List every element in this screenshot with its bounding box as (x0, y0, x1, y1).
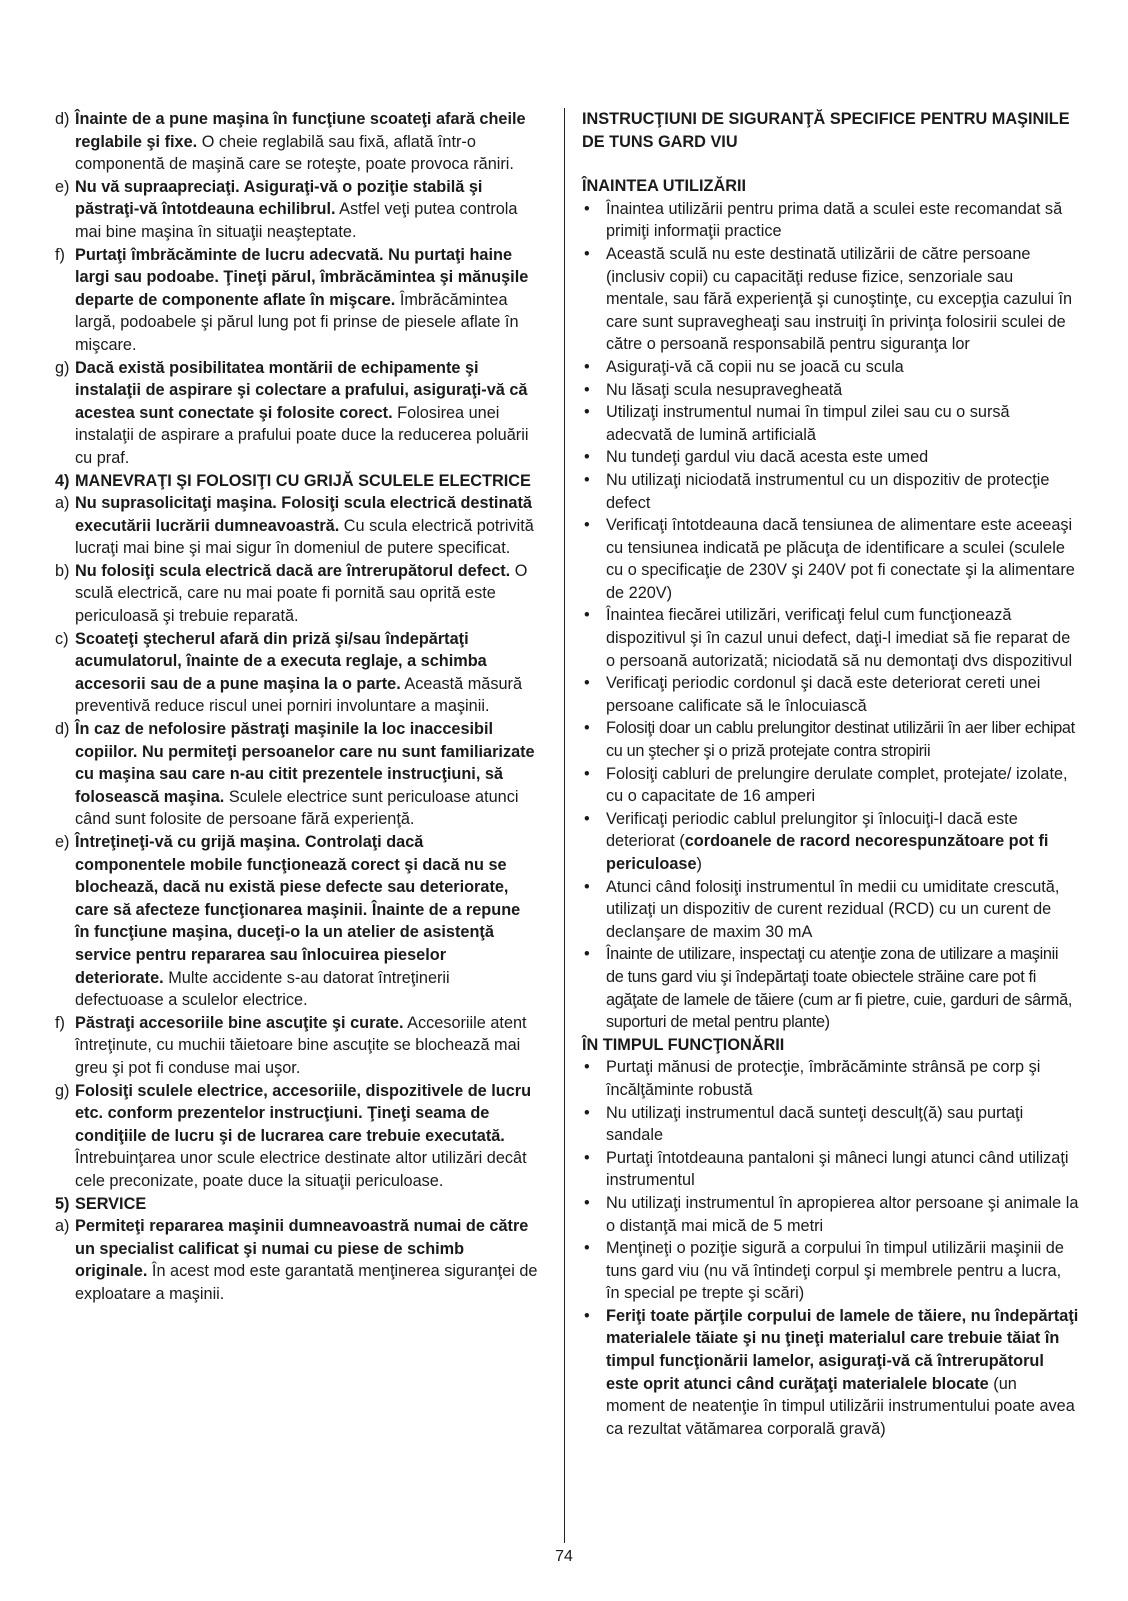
bold-text: Scoateţi ştecherul afară din priză şi/sau îndepărtaţi acumulatorul, înainte de a executa reglaje, a schimba accesorii sau de a pune maşina la o parte. (75, 629, 487, 693)
body-text: Menţineţi o poziţie sigură a corpului în timpul utilizării maşinii de tuns gard viu (nu vă întindeţi corpul şi membrele pentru a lucra, în special pe trepte şi scări) (606, 1239, 1064, 1303)
bullet-icon: • (584, 1103, 590, 1122)
bullet-item (582, 1147, 1079, 1192)
body-text: În acest mod este garantată menţinerea siguranţei de exploatare a maşinii. (75, 1262, 538, 1303)
bullet-icon: • (584, 719, 590, 738)
bullet-text (606, 672, 1079, 717)
bullet-item (582, 356, 1079, 379)
section-heading (55, 470, 538, 493)
page-number: 74 (555, 1548, 573, 1565)
item-text (75, 357, 538, 470)
body-text: Nu lăsaţi scula nesupravegheată (606, 380, 843, 399)
list-item (55, 176, 538, 244)
right-column (582, 108, 1079, 1440)
list-item (55, 831, 538, 1012)
item-text (75, 560, 538, 628)
bullet-text (606, 356, 1079, 379)
body-text: Verificaţi periodic cordonul şi dacă este deteriorat cereti unei persoane calificate să le înlocuiască (606, 674, 1041, 715)
body-text: Folosiţi cabluri de prelungire derulate complet, protejate/ izolate, cu o capacitate de 16 amperi (606, 764, 1068, 806)
bullet-icon: • (584, 470, 590, 489)
bold-text: Folosiţi sculele electrice, accesoriile, dispozitivele de lucru etc. conform prezentelor instrucţiuni. Ţineţi seama de condiţiile de lucru şi de lucrarea care trebuie executată. (75, 1081, 532, 1145)
bullet-icon: • (584, 199, 590, 218)
bullet-text (606, 876, 1079, 944)
bullet-icon: • (584, 764, 590, 783)
item-text (75, 176, 538, 244)
bold-text: Dacă există posibilitatea montării de echipamente şi instalaţii de aspirare şi colectare a prafului, asiguraţi-vă că acestea sunt conectate şi folosite corect. (75, 358, 528, 422)
bullet-icon: • (584, 1148, 590, 1167)
list-item (55, 1215, 538, 1305)
body-text: Înaintea utilizării pentru prima dată a sculei este recomandat să primiţi informaţii practice (606, 199, 1063, 241)
bold-text: Nu vă supraapreciaţi. Asiguraţi-vă o poziţie stabilă şi păstraţi-vă întotdeauna echilibrul. (75, 177, 483, 219)
bullet-item (582, 943, 1079, 1033)
body-text: Sculele electrice sunt periculoase atunci când sunt folosite de persoane fără experienţă. (75, 787, 519, 829)
bullet-item (582, 1056, 1079, 1101)
bullet-icon: • (584, 809, 590, 828)
bullet-text (606, 1305, 1079, 1441)
bullet-text (606, 514, 1079, 604)
section-title: MANEVRAŢI ŞI FOLOSIŢI CU GRIJĂ SCULELE ELECTRICE (75, 471, 531, 490)
body-text: Astfel veţi putea controla mai bine maşina în situaţii neaşteptate. (75, 200, 518, 241)
list-item (55, 1012, 538, 1080)
bold-text: Nu suprasolicitaţi maşina. Folosiţi scula electrică destinată executării lucrării dumneavoastră. (75, 494, 532, 535)
body-text: Această sculă nu este destinată utilizării de către persoane (inclusiv copii) cu capacităţi reduse fizice, senzoriale sau mentale, sau fără experienţă şi cunoştinţe, cu excepţia cazului în care sunt supravegheaţi sau instruiţi în privinţa folosirii sculei de către o persoană responsabilă pentru siguranţa lor (606, 244, 1073, 354)
bullet-item (582, 198, 1079, 243)
list-item (55, 718, 538, 831)
bullet-item (582, 514, 1079, 604)
bullet-item (582, 604, 1079, 672)
bullet-item (582, 672, 1079, 717)
bold-text: Nu folosiţi scula electrică dacă are întrerupătorul defect. (75, 561, 511, 580)
list-item (55, 108, 538, 176)
bullet-icon: • (584, 244, 590, 263)
section-title: SERVICE (75, 1194, 147, 1213)
item-text (75, 628, 538, 718)
body-text: O cheie reglabilă sau fixă, aflată într-o componentă de maşină care se roteşte, poate provoca răniri. (75, 132, 514, 174)
body-text: Utilizaţi instrumentul numai în timpul zilei sau cu o sursă adecvată de lumină artificială (606, 403, 1010, 444)
bold-text: Înainte de a pune maşina în funcţiune scoateţi afară cheile reglabile şi fixe. (75, 110, 526, 151)
body-text: Înainte de utilizare, inspectaţi cu atenţie zona de utilizare a maşinii de tuns gard viu şi îndepărtaţi toate obiectele străine care pot fi agăţate de lamele de tăiere (cum ar fi pietre, cuie, garduri de sârmă, suporturi de metal pentru plante) (606, 945, 1072, 1032)
bullet-icon: • (584, 448, 590, 467)
bullet-icon: • (584, 403, 590, 422)
body-text: Multe accidente s-au datorat întreţinerii defectuoase a sculelor electrice. (75, 968, 450, 1010)
bullet-icon: • (584, 674, 590, 693)
bullet-icon: • (584, 1058, 590, 1077)
bold-text: Păstraţi accesoriile bine ascuţite şi curate. (75, 1013, 404, 1032)
bullet-icon: • (584, 1239, 590, 1258)
bold-text: Feriţi toate părţile corpului de lamele de tăiere, nu îndepărtaţi materialele tăiate şi nu ţineţi materialul care trebuie tăiat în timpul funcţionării lamelor, asiguraţi-vă că întrerupătorul este oprit atunci când curăţaţi materialele blocate (606, 1306, 1079, 1393)
item-label: a) (55, 494, 70, 513)
body-text: Verificaţi întotdeauna dacă tensiunea de alimentare este aceeaşi cu tensiunea indicată pe plăcuţa de identificare a sculei (sculele cu o specificaţie de 230V şi 240V pot fi conectate şi la alimentare de 220V) (606, 516, 1075, 602)
bullet-text (606, 1147, 1079, 1192)
bullet-text (606, 1192, 1079, 1237)
subsection-heading: ÎN TIMPUL FUNCŢIONĂRII (582, 1035, 785, 1054)
page-title: INSTRUCŢIUNI DE SIGURANŢĂ SPECIFICE PENTRU MAŞINILE DE TUNS GARD VIU (582, 110, 1070, 151)
bullet-icon: • (584, 1193, 590, 1212)
body-text: Purtaţi întotdeauna pantaloni şi mâneci lungi atunci când utilizaţi instrumentul (606, 1148, 1069, 1190)
bullet-item (582, 1305, 1079, 1441)
body-text: Folosirea unei instalaţii de aspirare a prafului poate duce la reducerea poluării cu praf. (75, 403, 529, 467)
section-number: 4) (55, 471, 70, 490)
bullet-text (606, 243, 1079, 356)
list-item (55, 492, 538, 560)
body-text: Această măsură preventivă reduce riscul unei porniri involuntare a maşinii. (75, 674, 523, 716)
body-text: Nu tundeţi gardul viu dacă acesta este umed (606, 448, 929, 467)
body-text: O sculă electrică, care nu mai poate fi pornită sau oprită este periculoasă şi trebuie reparată. (75, 561, 528, 626)
item-label: e) (55, 833, 70, 851)
item-text (75, 244, 538, 357)
bullet-item (582, 1102, 1079, 1147)
bullet-item (582, 763, 1079, 808)
item-text (75, 1215, 538, 1305)
body-text: Folosiţi doar un cablu prelungitor destinat utilizării în aer liber echipat cu un ştecher şi o priză protejate contra stropirii (606, 719, 1075, 761)
bullet-item (582, 1192, 1079, 1237)
body-text: Întrebuinţarea unor scule electrice destinate altor utilizări decât cele preconizate, poate duce la situaţii periculoase. (75, 1149, 527, 1190)
bullet-text (606, 808, 1079, 876)
bullet-text (606, 943, 1079, 1033)
bullet-text (606, 1237, 1079, 1305)
list-item (55, 357, 538, 470)
bold-text: cordoanele de racord necorespunzătoare pot fi periculoase (606, 832, 1049, 873)
left-column (55, 108, 538, 1305)
bullet-icon: • (584, 945, 590, 964)
body-text: Nu utilizaţi instrumentul în apropierea altor persoane şi animale la o distanţă mai mică de 5 metri (606, 1193, 1079, 1235)
list-item (55, 244, 538, 357)
bullet-icon: • (584, 606, 590, 625)
bullet-text (606, 198, 1079, 243)
bullet-item (582, 446, 1079, 469)
list-item (55, 1080, 538, 1193)
section-number: 5) (55, 1194, 70, 1213)
bullet-text (606, 1056, 1079, 1101)
bullet-text (606, 379, 1079, 402)
bullet-item (582, 876, 1079, 944)
item-label: d) (55, 720, 70, 739)
list-item (55, 628, 538, 718)
body-text: Asiguraţi-vă că copii nu se joacă cu scula (606, 357, 904, 376)
bold-text: Întreţineţi-vă cu grijă maşina. Controlaţi dacă componentele mobile funcţionează corect şi dacă nu se blochează, dacă nu există piese defecte sau deteriorate, care să afecteze funcţionarea maşinii. Înainte de a repune în funcţiune maşina, duceţi-o la un atelier de asistenţă service pentru repararea sau înlocuirea pieselor deteriorate. (75, 833, 521, 987)
item-text (75, 1080, 538, 1193)
bullet-item (582, 1237, 1079, 1305)
bullet-icon: • (584, 1306, 590, 1325)
item-text (75, 1012, 538, 1080)
list-item (55, 560, 538, 628)
bullet-icon: • (584, 516, 590, 535)
item-label: g) (55, 358, 70, 377)
body-text: Purtaţi mănusi de protecţie, îmbrăcăminte strânsă pe corp şi încălţăminte robustă (606, 1058, 1041, 1099)
bullet-text (606, 763, 1079, 808)
bullet-item (582, 808, 1079, 876)
item-text (75, 492, 538, 560)
column-divider (564, 108, 565, 1543)
bullet-item (582, 469, 1079, 514)
body-text: Cu scula electrică potrivită lucraţi mai bine şi mai sigur în domeniul de putere specificat. (75, 516, 534, 558)
bullet-text (606, 446, 1079, 469)
bullet-icon: • (584, 380, 590, 399)
subsection-heading: ÎNAINTEA UTILIZĂRII (582, 177, 747, 196)
item-label: f) (55, 245, 65, 264)
item-text (75, 831, 538, 1012)
body-text: Verificaţi periodic cablul prelungitor şi înlocuiţi-l dacă este deteriorat ( (606, 809, 1018, 851)
item-label: d) (55, 110, 70, 128)
item-text (75, 108, 538, 176)
bullet-item (582, 243, 1079, 356)
item-label: a) (55, 1217, 70, 1236)
bullet-text (606, 469, 1079, 514)
bullet-icon: • (584, 877, 590, 896)
body-text: Îmbrăcămintea largă, podoabele şi părul lung pot fi prinse de piesele aflate în mişcare. (75, 290, 519, 354)
bold-text: Purtaţi îmbrăcăminte de lucru adecvată. Nu purtaţi haine largi sau podoabe. Ţineţi părul, îmbrăcămintea şi mănuşile departe de componente aflate în mişcare. (75, 245, 529, 309)
item-label: f) (55, 1013, 65, 1032)
bullet-text (606, 604, 1079, 672)
bullet-text (606, 401, 1079, 446)
body-text: Atunci când folosiţi instrumentul în medii cu umiditate crescută, utilizaţi un dispozitiv de curent rezidual (RCD) cu un curent de declanşare de maxim 30 mA (606, 877, 1060, 941)
body-text: ) (696, 855, 702, 873)
body-text: Nu utilizaţi niciodată instrumentul cu un dispozitiv de protecţie defect (606, 470, 1050, 512)
body-text: (un moment de neatenţie în timpul utilizării instrumentului poate avea ca rezultat vătămarea corporală gravă) (606, 1374, 1075, 1438)
item-text (75, 718, 538, 831)
bullet-text (606, 717, 1079, 762)
bullet-item (582, 379, 1079, 402)
body-text: Accesoriile atent întreţinute, cu muchii tăietoare bine ascuţite se blochează mai greu şi pot fi conduse mai uşor. (75, 1013, 527, 1077)
bold-text: Permiteţi repararea maşinii dumneavoastră numai de către un specialist calificat şi numai cu piese de schimb originale. (75, 1217, 529, 1281)
section-heading (55, 1193, 538, 1216)
body-text: Nu utilizaţi instrumentul dacă sunteţi desculţ(ă) sau purtaţi sandale (606, 1103, 1024, 1145)
item-label: b) (55, 561, 70, 580)
bold-text: În caz de nefolosire păstraţi maşinile la loc inaccesibil copiilor. Nu permiteţi persoanelor care nu sunt familiarizate cu maşina sau care n-au citit prezentele instrucţiuni, să folosească maşina. (75, 720, 535, 806)
bullet-text (606, 1102, 1079, 1147)
item-label: g) (55, 1081, 70, 1100)
bullet-item (582, 401, 1079, 446)
bullet-item (582, 717, 1079, 762)
item-label: c) (55, 629, 69, 648)
body-text: Înaintea fiecărei utilizări, verificaţi felul cum funcţionează dispozitivul şi în cazul unui defect, daţi-l imediat să fie reparat de o persoană autorizată; niciodată să nu demontaţi dvs dispozitivul (606, 606, 1073, 670)
bullet-icon: • (584, 357, 590, 376)
item-label: e) (55, 177, 70, 196)
